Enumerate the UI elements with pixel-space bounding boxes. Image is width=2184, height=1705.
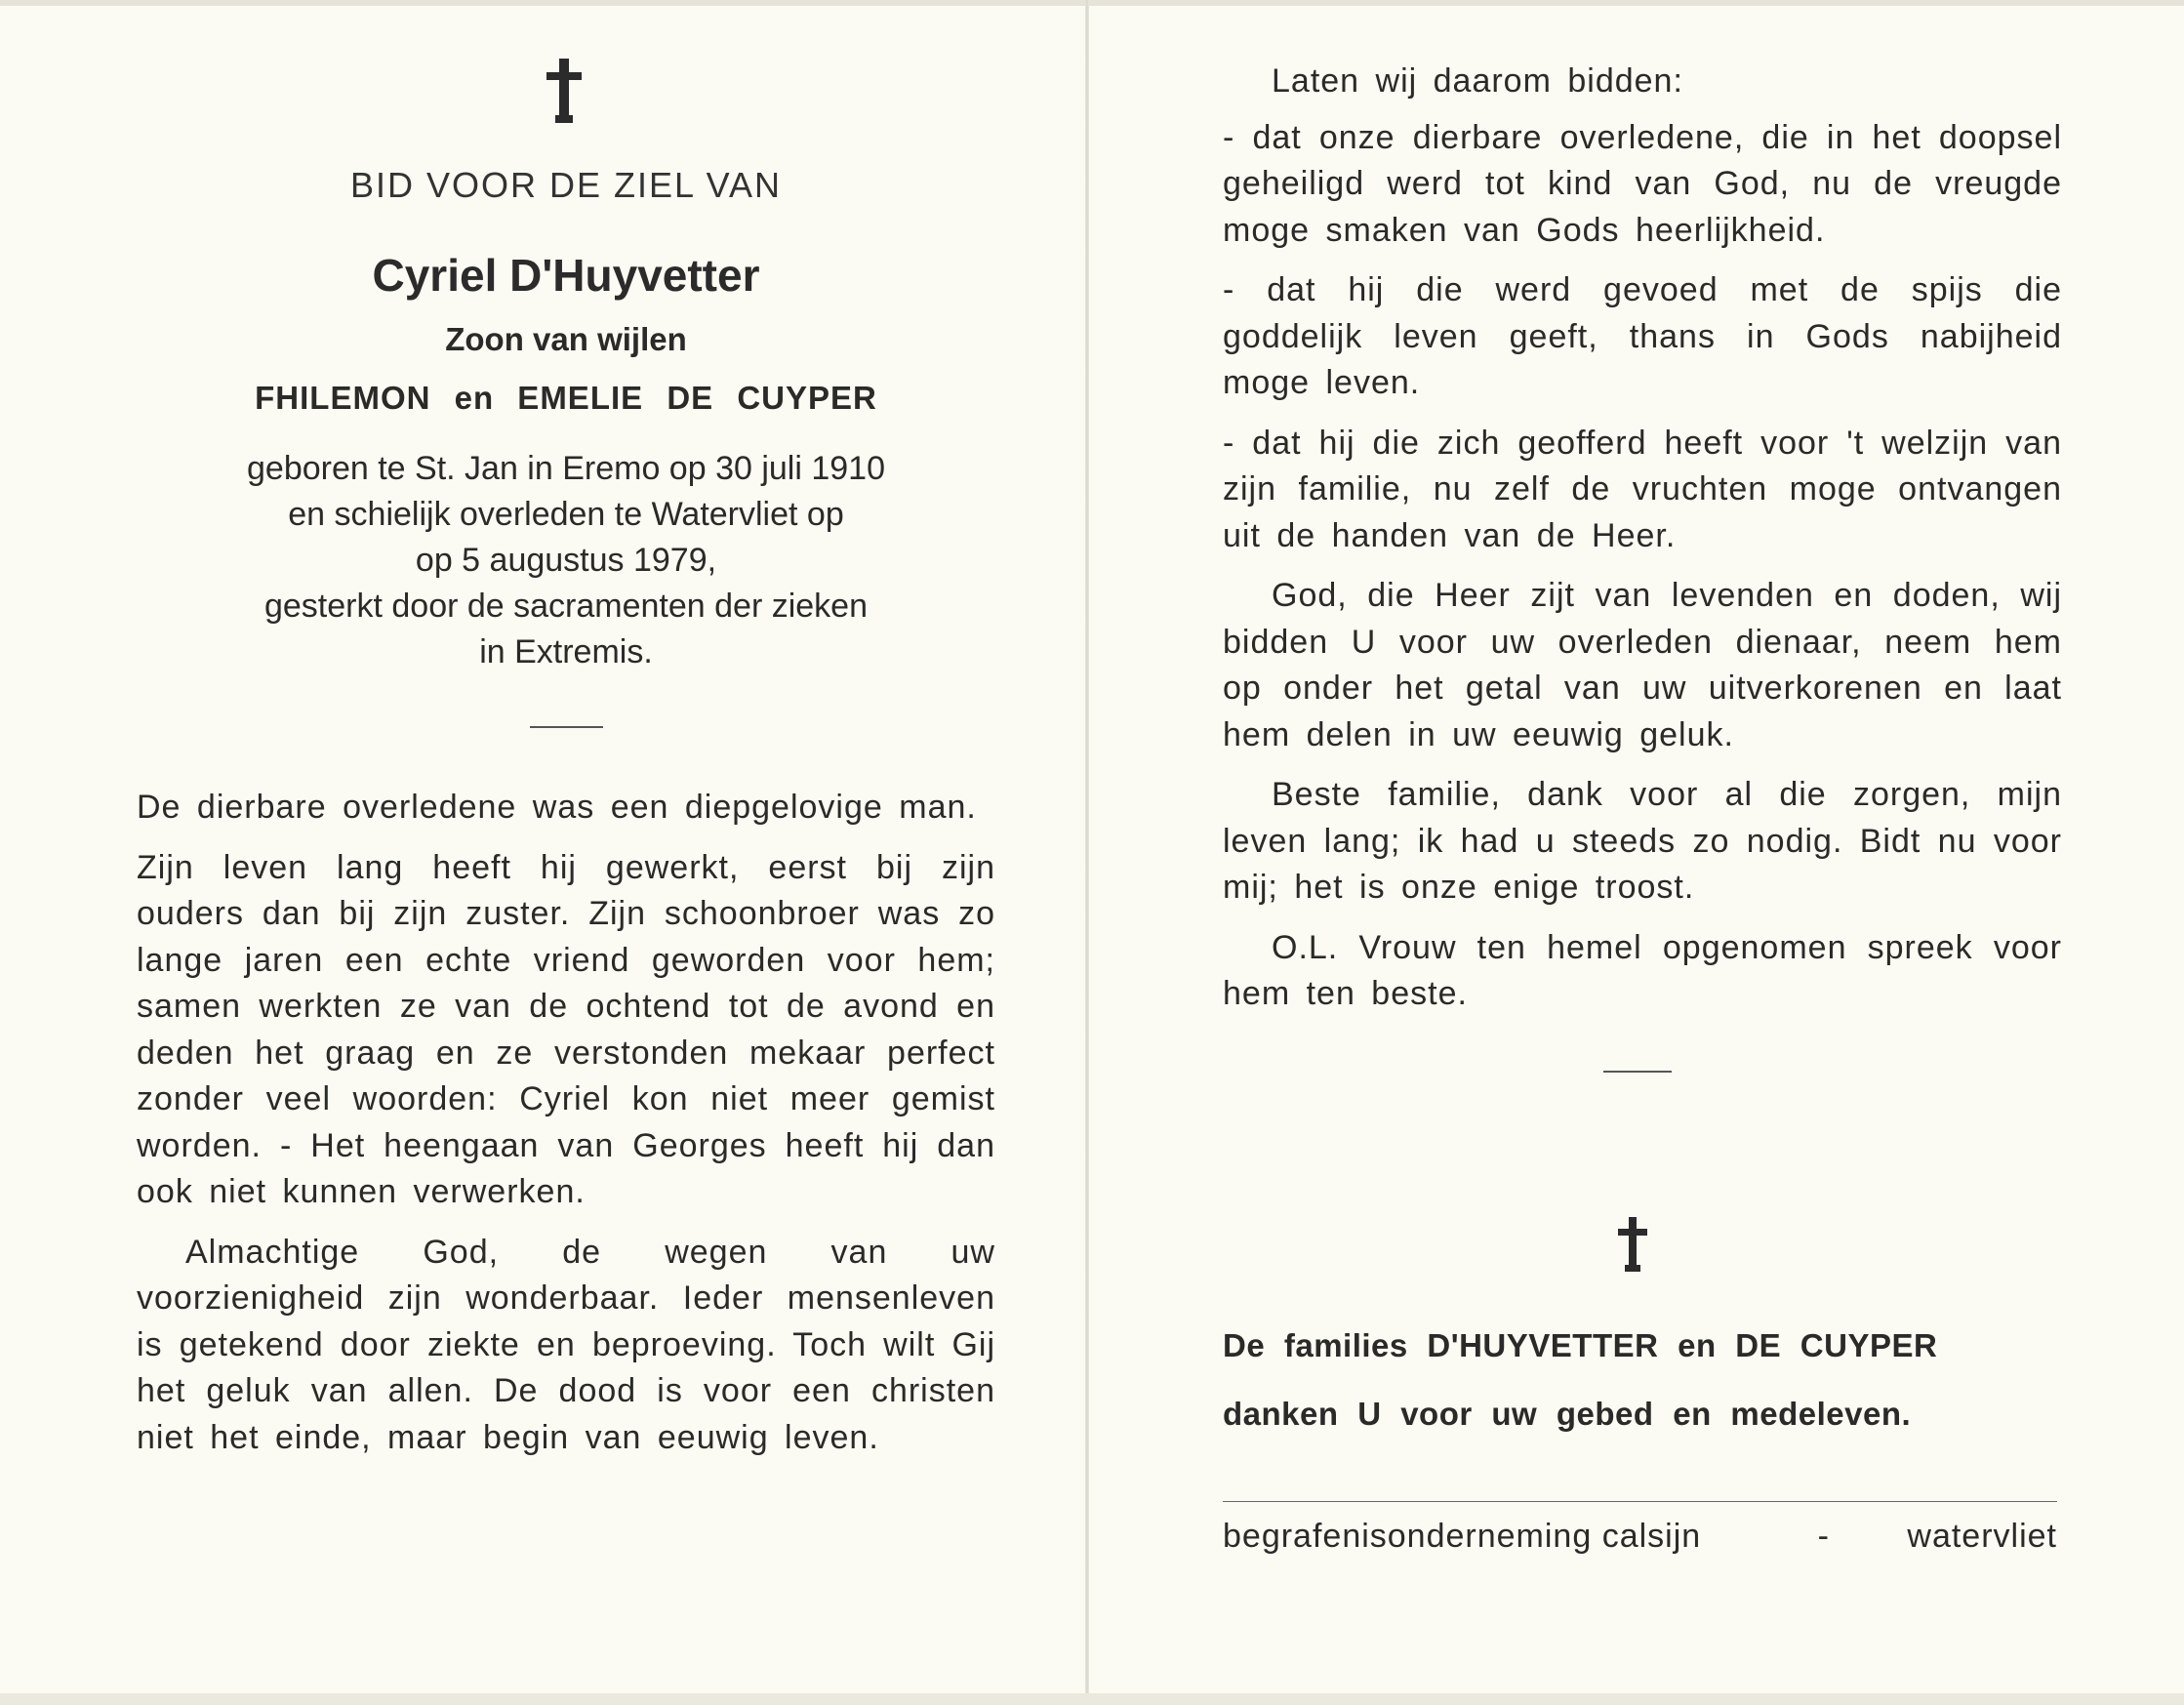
life-line: in Extremis.	[479, 633, 653, 670]
thanks-line: De families D'HUYVETTER en DE CUYPER	[1223, 1326, 1938, 1363]
paragraph: O.L. Vrouw ten hemel opgenomen spreek voor hem ten beste.	[1223, 928, 2062, 1012]
paragraph: Zijn leven lang heeft hij gewerkt, eerst bij zijn ouders dan bij zijn zuster. Zijn schoonbroer was zo lange jaren een echte vriend geworden voor hem; samen werkten ze van de ochtend tot de avond en deden het graag en ze verstonden mekaar perfect zonder veel woorden: Cyriel kon niet meer gemist worden. - Het heengaan van Georges heeft hij dan ook niet kunnen verwerken.	[137, 848, 995, 1210]
paragraph: - dat hij die zich geofferd heeft voor 't welzijn van zijn familie, nu zelf de vruchten moge ontvangen uit de handen van de Heer.	[1223, 424, 2062, 554]
footer-rule	[1223, 1501, 2057, 1502]
funeral-town: watervliet	[1907, 1517, 2057, 1555]
divider	[530, 726, 603, 728]
cross-icon	[133, 59, 995, 128]
prayer-intro: Laten wij daarom bidden:	[1272, 62, 1683, 100]
life-line: gesterkt door de sacramenten der zieken	[263, 588, 868, 625]
prayer-header: BID VOOR DE ZIEL VAN	[349, 165, 783, 205]
paragraph: God, die Heer zijt van levenden en doden, wij bidden U voor uw overleden dienaar, neem hem op onder het getal van uw uitverkorenen en laat hem delen in uw eeuwig geluk.	[1223, 577, 2062, 753]
parents-names: FHILEMON en EMELIE DE CUYPER	[255, 380, 877, 416]
life-line: geboren te St. Jan in Eremo op 30 juli 1910	[247, 450, 885, 487]
left-page	[137, 59, 995, 1475]
deceased-name: Cyriel D'Huyvetter	[372, 250, 760, 301]
thanks-line: danken U voor uw gebed en medeleven.	[1223, 1395, 1912, 1432]
life-line: op 5 augustus 1979,	[415, 542, 717, 579]
cross-icon	[1203, 1217, 2062, 1277]
funeral-home	[1223, 1518, 2057, 1556]
divider	[1603, 1071, 1672, 1073]
life-details	[137, 446, 995, 675]
paragraph: De dierbare overledene was een diepgelovige man.	[137, 789, 977, 826]
life-line: en schielijk overleden te Watervliet op	[288, 496, 844, 533]
paragraph: - dat hij die werd gevoed met de spijs die goddelijk leven geeft, thans in Gods nabijheid moge leven.	[1223, 271, 2062, 401]
right-page	[1223, 59, 2062, 1556]
funeral-separator: -	[1817, 1517, 1830, 1555]
paragraph: Beste familie, dank voor al die zorgen, mijn leven lang; ik had u steeds zo nodig. Bidt nu voor mij; het is onze enige troost.	[1223, 776, 2062, 906]
paper-edge-top	[0, 0, 2184, 6]
son-of-label: Zoon van wijlen	[445, 321, 687, 357]
card-fold	[1085, 0, 1089, 1705]
paper-edge-bottom	[0, 1693, 2184, 1705]
paragraph: Almachtige God, de wegen van uw voorzienigheid zijn wonderbaar. Ieder mensenleven is getekend door ziekte en beproeving. Toch wilt Gij het geluk van allen. De dood is voor een christen niet het einde, maar begin van eeuwig leven.	[137, 1233, 995, 1456]
paragraph: - dat onze dierbare overledene, die in het doopsel geheiligd werd tot kind van God, nu de vreugde moge smaken van Gods heerlijkheid.	[1223, 118, 2062, 249]
funeral-company: begrafenisonderneming calsijn	[1223, 1517, 1702, 1555]
